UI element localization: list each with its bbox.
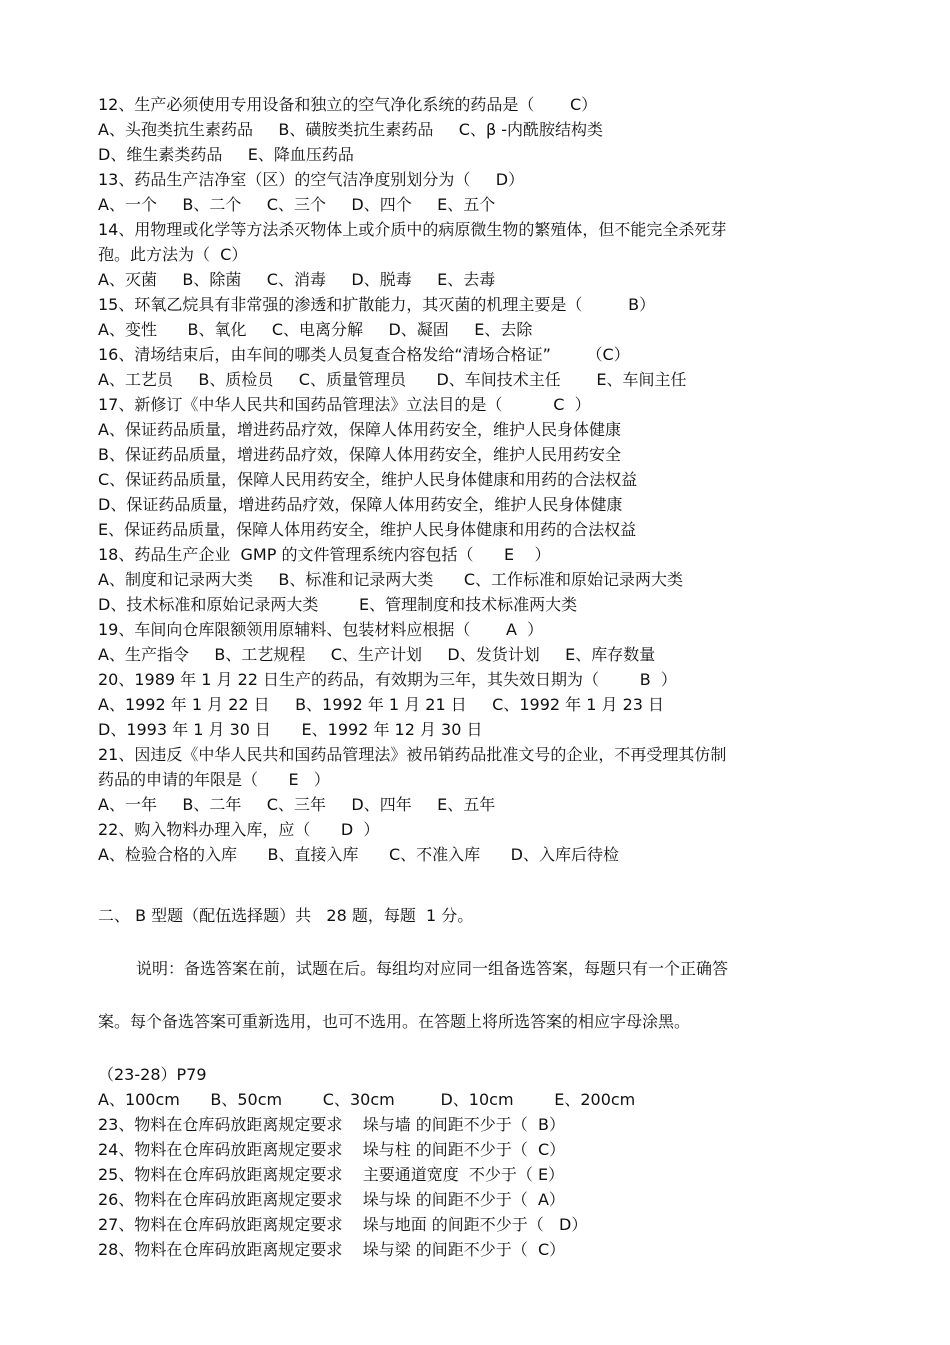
question-line: 22、购入物料办理入库，应（ D ） [98, 820, 380, 839]
answer-options: A、工艺员 B、质检员 C、质量管理员 D、车间技术主任 E、车间主任 [98, 370, 687, 389]
question-line: 19、车间向仓库限额领用原辅料、包装材料应根据（ A ） [98, 620, 544, 639]
question-line: 23、物料在仓库码放距离规定要求 垛与墙 的间距不少于（ B） [98, 1115, 565, 1134]
question-line: 15、环氧乙烷具有非常强的渗透和扩散能力，其灭菌的机理主要是（ B） [98, 295, 656, 314]
question-line: 24、物料在仓库码放距离规定要求 垛与柱 的间距不少于（ C） [98, 1140, 566, 1159]
question-line: 21、因违反《中华人民共和国药品管理法》被吊销药品批准文号的企业，不再受理其仿制 [98, 745, 727, 764]
spacer [98, 981, 818, 1009]
question-line: 16、清场结束后，由车间的哪类人员复查合格发给“清场合格证” （C） [98, 345, 630, 364]
section-b [98, 903, 818, 1262]
instructions-line: 案。每个备选答案可重新选用，也可不选用。在答题上将所选答案的相应字母涂黑。 [98, 1012, 691, 1031]
answer-options: E、保证药品质量，保障人体用药安全，维护人民身体健康和用药的合法权益 [98, 520, 637, 539]
document-page [98, 92, 818, 1262]
answer-options: A、生产指令 B、工艺规程 C、生产计划 D、发货计划 E、库存数量 [98, 645, 656, 664]
answer-options: B、保证药品质量，增进药品疗效，保障人体用药安全，维护人民用药安全 [98, 445, 621, 464]
answer-options: A、保证药品质量，增进药品疗效，保障人体用药安全，维护人民身体健康 [98, 420, 621, 439]
question-line: 18、药品生产企业 GMP 的文件管理系统内容包括（ E ） [98, 545, 551, 564]
section-heading: 二、 B 型题（配伍选择题）共 28 题，每题 1 分。 [98, 906, 474, 925]
answer-options: D、维生素类药品 E、降血压药品 [98, 145, 354, 164]
answer-options: A、灭菌 B、除菌 C、消毒 D、脱毒 E、去毒 [98, 270, 496, 289]
shared-options: A、100cm B、50cm C、30cm D、10cm E、200cm [98, 1090, 636, 1109]
question-line: 17、新修订《中华人民共和国药品管理法》立法目的是（ C ） [98, 395, 591, 414]
question-line: 12、生产必须使用专用设备和独立的空气净化系统的药品是（ C） [98, 95, 598, 114]
question-line: 27、物料在仓库码放距离规定要求 垛与地面 的间距不少于（ D） [98, 1215, 588, 1234]
answer-options: A、1992 年 1 月 22 日 B、1992 年 1 月 21 日 C、1992 年 1 月 23 日 [98, 695, 665, 714]
question-line: 28、物料在仓库码放距离规定要求 垛与梁 的间距不少于（ C） [98, 1240, 566, 1259]
spacer [98, 928, 818, 956]
answer-options: A、制度和记录两大类 B、标准和记录两大类 C、工作标准和原始记录两大类 [98, 570, 684, 589]
answer-options: A、检验合格的入库 B、直接入库 C、不准入库 D、入库后待检 [98, 845, 619, 864]
answer-options: D、技术标准和原始记录两大类 E、管理制度和技术标准两大类 [98, 595, 578, 614]
question-line: 13、药品生产洁净室（区）的空气洁净度别划分为（ D） [98, 170, 525, 189]
answer-options: A、头孢类抗生素药品 B、磺胺类抗生素药品 C、β -内酰胺结构类 [98, 120, 604, 139]
answer-options: C、保证药品质量，保障人民用药安全，维护人民身体健康和用药的合法权益 [98, 470, 638, 489]
question-line: 14、用物理或化学等方法杀灭物体上或介质中的病原微生物的繁殖体，但不能完全杀死芽 [98, 220, 727, 239]
question-line: 孢。此方法为（ C） [98, 245, 248, 264]
question-line: 25、物料在仓库码放距离规定要求 主要通道宽度 不少于（ E） [98, 1165, 565, 1184]
answer-options: A、一个 B、二个 C、三个 D、四个 E、五个 [98, 195, 496, 214]
answer-options: D、保证药品质量，增进药品疗效，保障人体用药安全，维护人民身体健康 [98, 495, 623, 514]
group-label: （23-28）P79 [98, 1065, 207, 1084]
answer-options: A、一年 B、二年 C、三年 D、四年 E、五年 [98, 795, 496, 814]
spacer [98, 1034, 818, 1062]
instructions-line: 说明：备选答案在前，试题在后。每组均对应同一组备选答案，每题只有一个正确答 [136, 959, 729, 978]
question-line: 26、物料在仓库码放距离规定要求 垛与垛 的间距不少于（ A） [98, 1190, 565, 1209]
answer-options: A、变性 B、氧化 C、电离分解 D、凝固 E、去除 [98, 320, 533, 339]
section-a [98, 92, 818, 867]
spacer [98, 867, 818, 903]
question-line: 药品的申请的年限是（ E ） [98, 770, 330, 789]
answer-options: D、1993 年 1 月 30 日 E、1992 年 12 月 30 日 [98, 720, 483, 739]
question-line: 20、1989 年 1 月 22 日生产的药品，有效期为三年，其失效日期为（ B ） [98, 670, 677, 689]
